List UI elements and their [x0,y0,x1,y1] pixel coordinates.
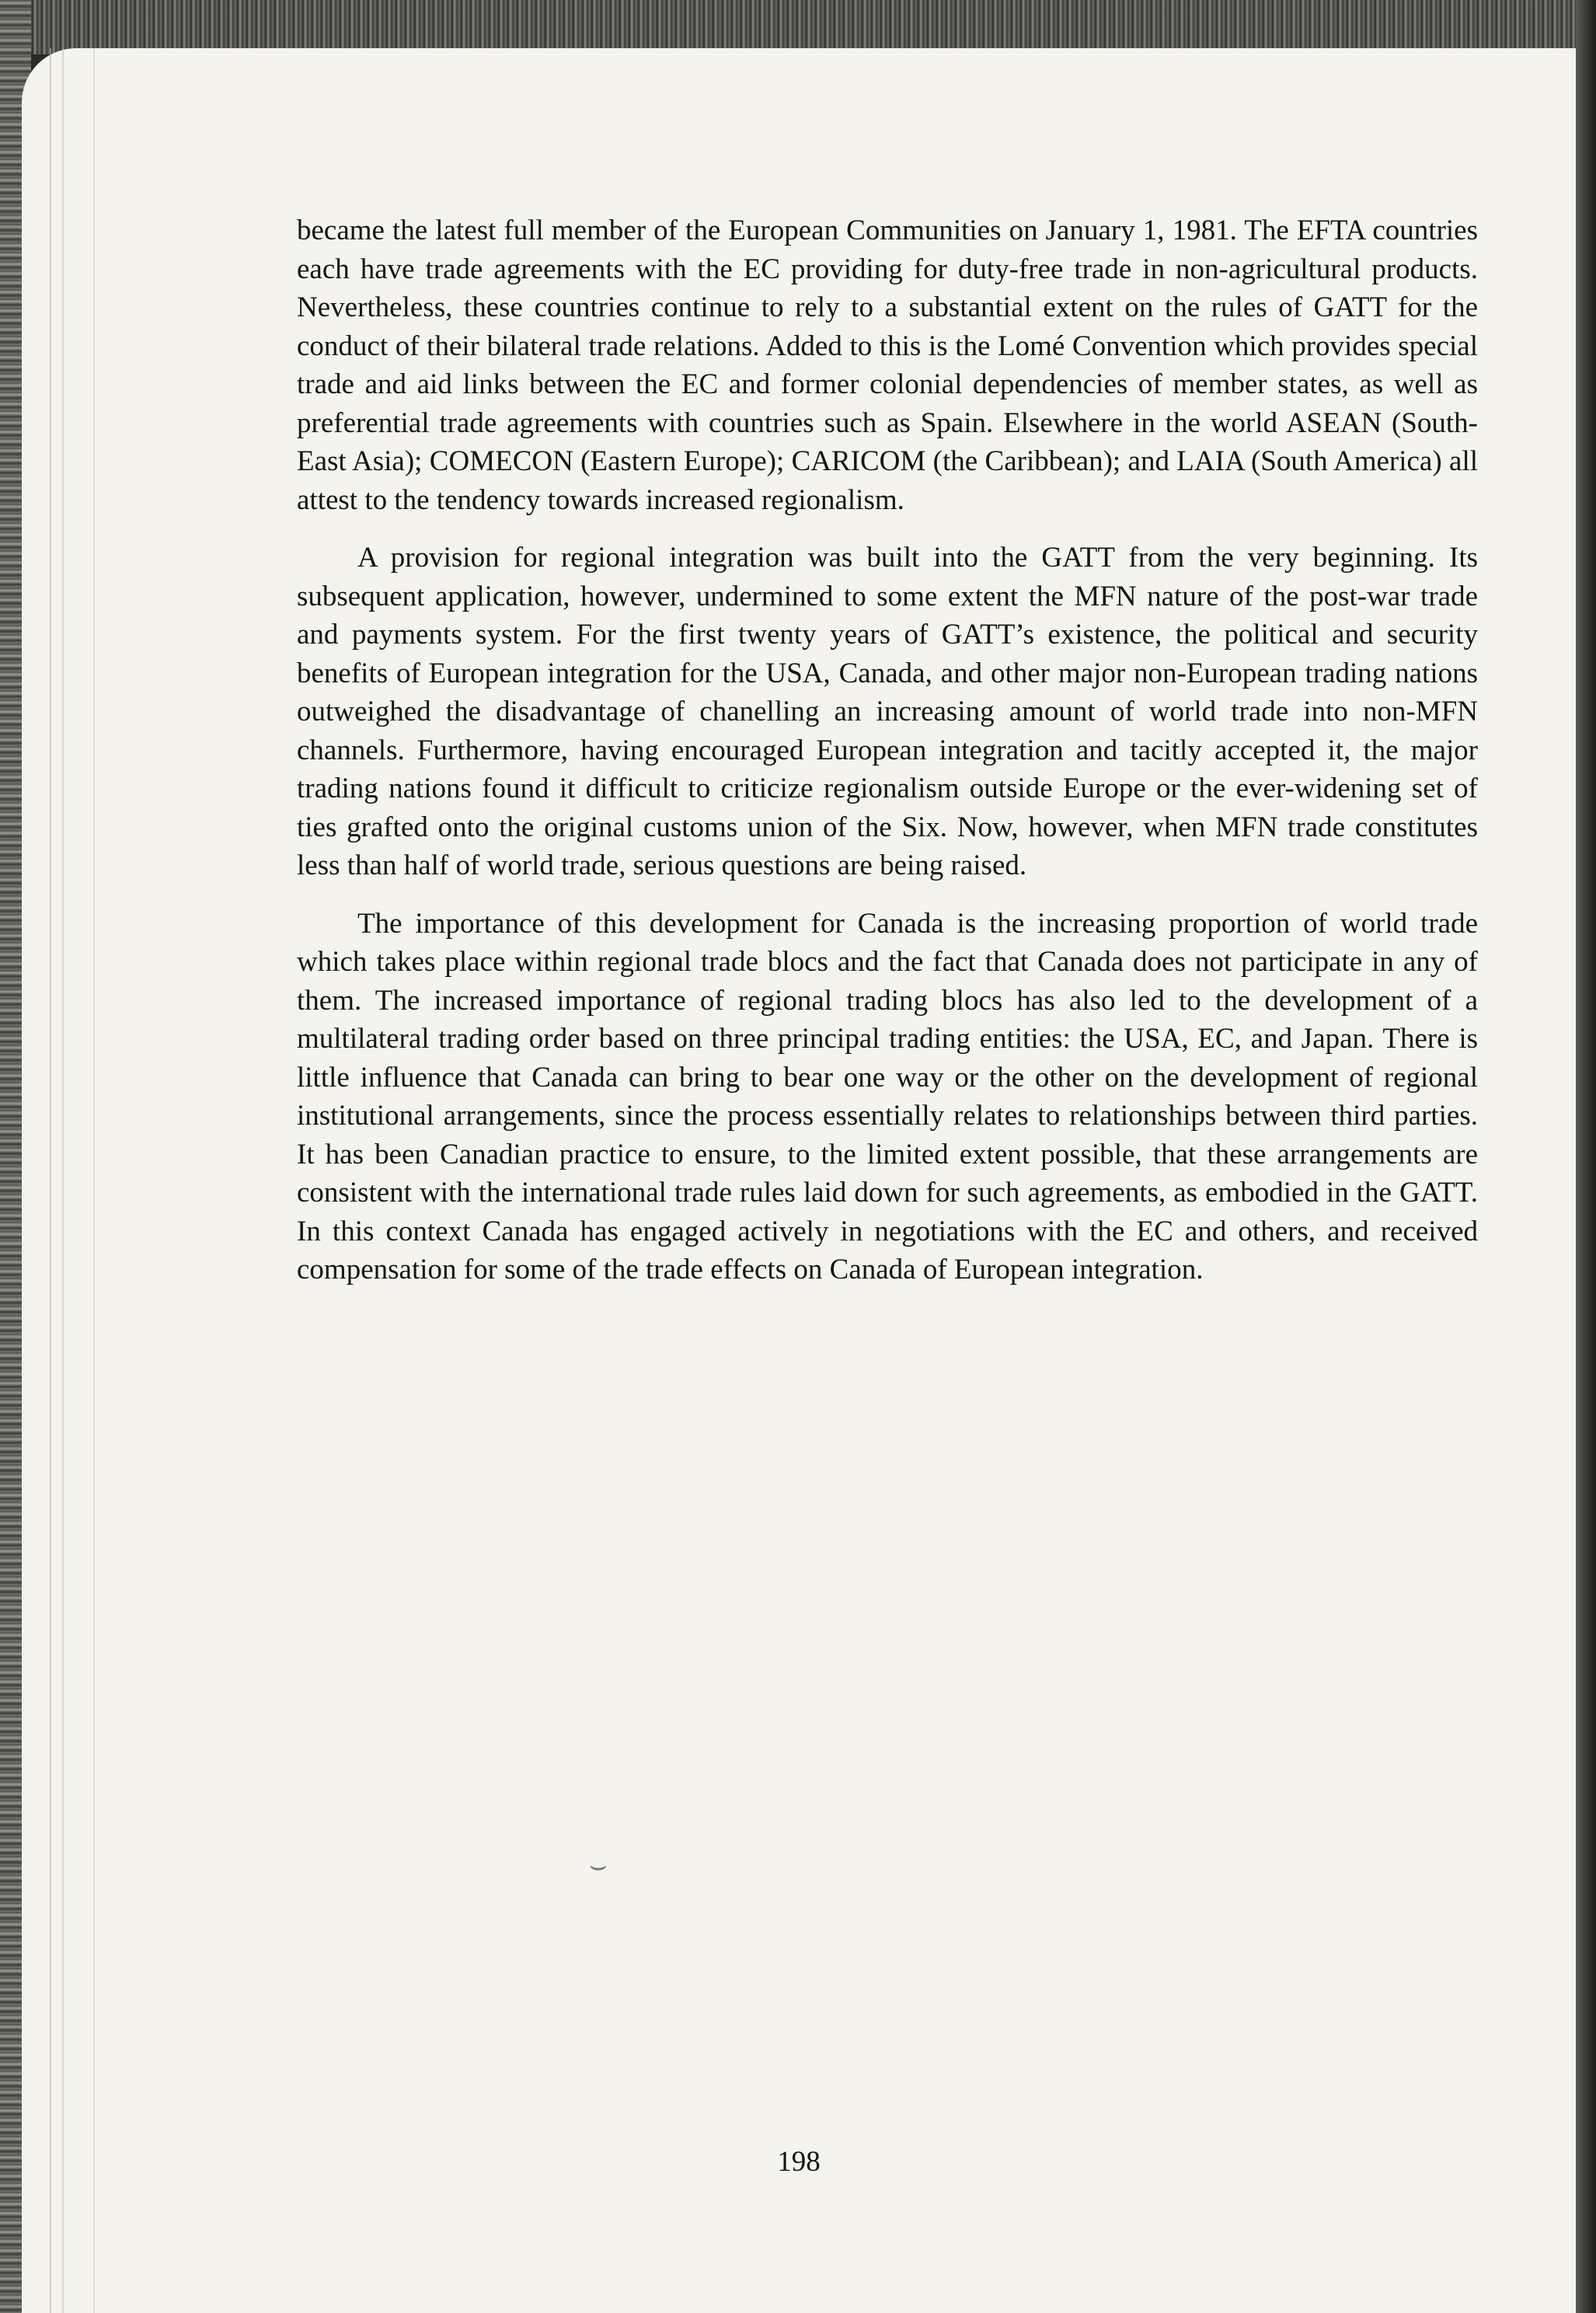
gutter-line [93,48,95,2313]
paragraph-2: A provision for regional integration was built into the GATT from the very beginning. Its subsequent application, however, undermined to some extent the MFN nature of the post-war trade and payments system. For the first twenty years of GATT’s existence, the political and security benefits of European integration for the USA, Canada, and other major non-European trading nations outweighed the disadvantage of chanelling an increasing amount of world trade into non-MFN channels. Furthermore, having encouraged European integration and tacitly accepted it, the major trading nations found it difficult to criticize regionalism outside Europe or the ever-widening set of ties grafted onto the original customs union of the Six. Now, however, when MFN trade constitutes less than half of world trade, serious questions are being raised. [297,542,1478,881]
pencil-mark-icon: ⌣ [589,1850,608,1882]
scan-top-edge [0,0,1596,54]
book-page [22,48,1576,2313]
gutter-line [50,48,51,2313]
paragraph-1: became the latest full member of the European Communities on January 1, 1981. The EFTA countries each have trade agreements with the EC providing for duty-free trade in non-agricultural products. Nevertheless, these countries continue to rely to a substantial extent on the rules of GATT for the conduct of their bilateral trade relations. Added to this is the Lomé Convention which provides special trade and aid links between the EC and former colonial dependencies of member states, as well as preferential trade agreements with countries such as Spain. Elsewhere in the world ASEAN (South-East Asia); COMECON (Eastern Europe); CARICOM (the Caribbean); and LAIA (South America) all attest to the tendency towards increased regionalism. [297,215,1478,516]
gutter-line [62,48,64,2313]
body-text [297,211,1478,1309]
page-number: 198 [777,2146,821,2178]
scan-right-edge [1576,0,1596,2313]
paragraph-3: The importance of this development for Canada is the increasing proportion of world trade which takes place within regional trade blocs and the fact that Canada does not participate in any of them. The increased importance of regional trading blocs has also led to the development of a multilateral trading order based on three principal trading entities: the USA, EC, and Japan. There is little influence that Canada can bring to bear one way or the other on the development of regional institutional arrangements, since the process essentially relates to relationships between third parties. It has been Canadian practice to ensure, to the limited extent possible, that these arrangements are consistent with the international trade rules laid down for such agreements, as embodied in the GATT. In this context Canada has engaged actively in negotiations with the EC and others, and received compensation for some of the trade effects on Canada of European integration. [297,907,1478,1286]
